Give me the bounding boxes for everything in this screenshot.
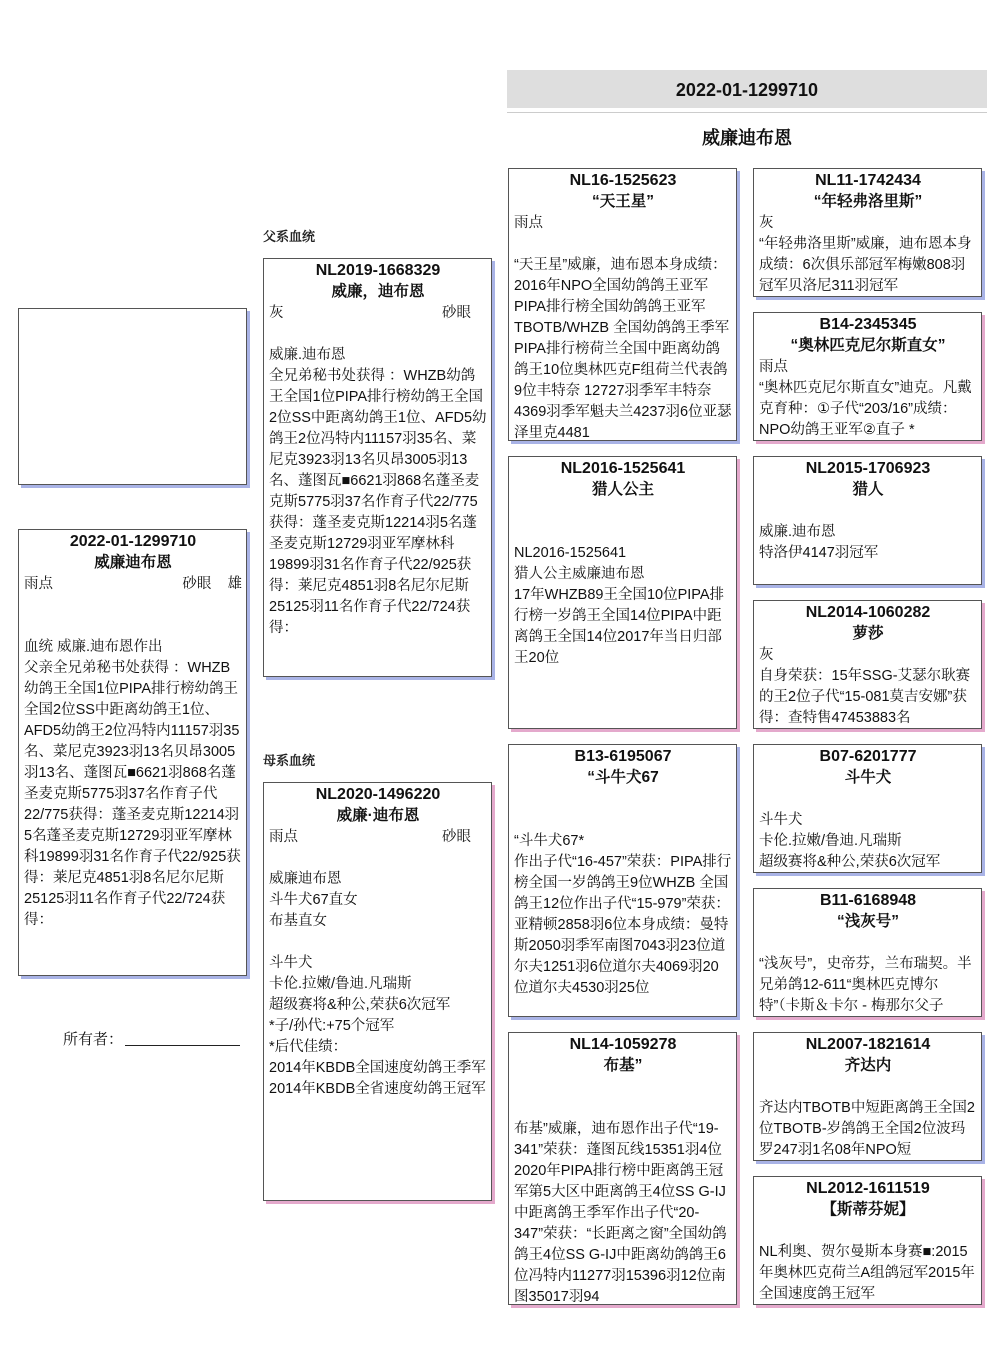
bird-sex: 雄	[227, 576, 242, 592]
sire-color: 灰	[269, 305, 284, 321]
sdd-name: 萝莎	[852, 625, 884, 642]
sire-dam-description: NL2016-1525641 猎人公主威廉迪布恩 17年WHZB89王全国10位PIPA排行榜一岁鸽王全国14位PIPA中距离鸽王全国14位2017年当日归部王20位	[514, 545, 725, 666]
sdd-description: 自身荣获：15年SSG-艾瑟尔耿赛的王2位子代“15-081莫吉安娜”获得：查特售47453883名	[759, 668, 971, 726]
sire-sire-ring: NL16-1525623	[569, 172, 677, 189]
sdd-ring: NL2014-1060282	[805, 604, 931, 621]
bird-ring: 2022-01-1299710	[69, 533, 197, 550]
sds-name: 猎人	[852, 481, 884, 498]
dam-line-label: 母系血统	[263, 753, 316, 768]
ddd-description: NL利奥、贺尔曼斯本身赛■:2015年奥林匹克荷兰A组鸽冠军2015年全国速度鸽王冠军	[759, 1244, 975, 1302]
ddd-card	[753, 1176, 982, 1305]
sire-dam-card	[508, 456, 737, 729]
dss-ring: B07-6201777	[819, 748, 917, 765]
dds-card	[753, 1032, 982, 1161]
dam-color: 雨点	[269, 829, 298, 845]
dss-description: 斗牛犬 卡伦.拉嫩/鲁迪.凡瑞斯 超级赛将&种公,荣获6次冠军	[759, 812, 941, 870]
sire-sire-card	[508, 168, 737, 441]
sire-line-label: 父系血统	[263, 229, 316, 244]
dam-dam-card	[508, 1032, 737, 1305]
sds-description: 威廉.迪布恩 特洛伊4147羽冠军	[759, 524, 879, 561]
photo-frame	[18, 308, 247, 485]
dam-dam-ring: NL14-1059278	[569, 1036, 677, 1053]
sire-dam-name: 猎人公主	[591, 481, 654, 498]
dsd-card	[753, 888, 982, 1017]
dds-description: 齐达内TBOTB中短距离鸽王全国2位TBOTB-岁鸽鸽王全国2位波玛罗247羽1名08年NPO短	[759, 1100, 975, 1158]
sire-sire-description: “天王星”威廉，迪布恩本身成绩：2016年NPO全国幼鸽鸽王亚军PIPA排行榜全国幼鸽鸽王亚军TBOTB/WHZB 全国幼鸽鸽王季军PIPA排行榜荷兰全国中距离幼鸽鸽王10位奥林匹克F组荷兰代表鸽9位丰特奈 12727羽季军丰特奈4369羽季军魁夫兰4237羽6位亚瑟泽里克4481	[514, 257, 732, 441]
bird-description: 血统 威廉.迪布恩作出 父亲全兄弟秘书处获得 ：WHZB幼鸽王全国1位PIPA排行榜幼鸽王全国2位SS中距离幼鸽王1位、AFD5幼鸽王2位冯特内11157羽35名、菜尼克3923羽13名贝昂3005羽13名、蓬图瓦■6621羽868名蓬圣麦克斯5775羽37名作育子代22/775获得：蓬圣麦克斯12214羽5名蓬圣麦克斯12729羽亚军摩林科19899羽31名作育子代22/925获得：莱尼克4851羽8名尼尔尼斯25125羽11名作育子代22/724获得：	[24, 639, 241, 928]
sds-ring: NL2015-1706923	[805, 460, 931, 477]
ssd-name: “奥林匹克尼尔斯直女”	[790, 337, 946, 354]
dam-sire-card	[508, 744, 737, 1017]
sire-ring: NL2019-1668329	[315, 262, 441, 279]
dam-dam-name: 布基”	[603, 1057, 643, 1074]
pedigree-ring-header: 2022-01-1299710	[507, 70, 987, 108]
bird-card	[18, 529, 247, 976]
owner-field	[63, 1028, 240, 1049]
bird-color: 雨点	[24, 576, 53, 592]
ddd-ring: NL2012-1611519	[806, 1180, 930, 1197]
sire-sire-name: “天王星”	[591, 193, 654, 210]
sdd-card	[753, 600, 982, 729]
dam-sire-name: “斗牛犬67	[587, 769, 659, 786]
sss-card	[753, 168, 982, 297]
ssd-card	[753, 312, 982, 441]
dam-eye: 砂眼	[442, 829, 471, 845]
bird-name: 威廉迪布恩	[94, 554, 172, 571]
dss-name: 斗牛犬	[844, 769, 892, 786]
owner-label: 所有者：	[63, 1031, 124, 1048]
dsd-name: “浅灰号”	[836, 913, 899, 930]
ssd-description: “奥林匹克尼尔斯直女”迪克。凡戴克育种：①子代“203/16”成绩：NPO幼鸽王亚军②直子 *	[759, 380, 972, 438]
dam-sire-ring: B13-6195067	[574, 748, 672, 765]
dam-dam-description: 布基”威廉，迪布恩作出子代“19-341”荣获：蓬图瓦线15351羽4位2020年PIPA排行榜中距离鸽王冠军第5大区中距离鸽王4位SS G-IJ中距离鸽王季军作出子代“20-347”荣获：“长距离之窗”全国幼鸽鸽王4位SS G-IJ中距离幼鸽鸽王6位冯特内11277羽15396羽12位南图35017羽94	[514, 1121, 727, 1305]
dam-name: 威廉·迪布恩	[336, 807, 420, 824]
ssd-ring: B14-2345345	[819, 316, 917, 333]
sss-color: 灰	[759, 215, 774, 231]
dds-ring: NL2007-1821614	[805, 1036, 931, 1053]
sire-name: 威廉，迪布恩	[331, 283, 425, 300]
dss-card	[753, 744, 982, 873]
dsd-description: “浅灰号”，史帝芬，兰布瑞契。半兄弟鸽12-611“奥林匹克博尔特”（卡斯＆卡尔 - 梅那尔父子	[759, 956, 972, 1014]
sss-name: “年轻弗洛里斯”	[813, 193, 923, 210]
dam-sire-description: “斗牛犬67* 作出子代“16-457”荣获：PIPA排行榜全国一岁鸽鸽王9位WHZB 全国鸽王12位作出子代“15-979”荣获：亚精顿2858羽6位本身成绩：曼特斯2050羽季军南图7043羽23位道尔夫1251羽6位道尔夫4069羽20位道尔夫4530羽25位	[514, 833, 732, 996]
sdd-color: 灰	[759, 647, 774, 663]
sss-ring: NL11-1742434	[815, 172, 921, 189]
dam-card	[263, 782, 492, 1201]
sire-sire-color: 雨点	[514, 215, 543, 231]
dds-name: 齐达内	[844, 1057, 892, 1074]
sire-dam-ring: NL2016-1525641	[560, 460, 686, 477]
sds-card	[753, 456, 982, 585]
ddd-name: 【斯蒂芬妮】	[821, 1201, 915, 1218]
sire-card	[263, 258, 492, 677]
sire-description: 威廉.迪布恩 全兄弟秘书处获得 ：WHZB幼鸽王全国1位PIPA排行榜幼鸽王全国2位SS中距离幼鸽王1位、AFD5幼鸽王2位冯特内11157羽35名、菜尼克3923羽13名贝昂3005羽13名、蓬图瓦■6621羽868名蓬圣麦克斯5775羽37名作育子代22/775获得：蓬圣麦克斯12214羽5名蓬圣麦克斯12729羽亚军摩林科19899羽31名作育子代22/925获得：莱尼克4851羽8名尼尔尼斯25125羽11名作育子代22/724获得：	[269, 347, 487, 636]
dam-description: 威廉迪布恩 斗牛犬67直女 布基直女 斗牛犬 卡伦.拉嫩/鲁迪.凡瑞斯 超级赛将&种公,荣获6次冠军 *子/孙代:+75个冠军 *后代佳绩： 2014年KBDB全国速度幼鸽王季军 2014年KBDB全省速度幼鸽王冠军	[269, 871, 486, 1097]
sss-description: “年轻弗洛里斯”威廉，迪布恩本身成绩：6次俱乐部冠军梅嫩808羽冠军贝洛尼311羽冠军	[759, 236, 972, 294]
dam-ring: NL2020-1496220	[315, 786, 441, 803]
pedigree-name-header: 威廉迪布恩	[702, 128, 792, 148]
ssd-color: 雨点	[759, 359, 788, 375]
header-divider	[507, 112, 987, 113]
dsd-ring: B11-6168948	[819, 892, 917, 909]
sire-eye: 砂眼	[442, 305, 471, 321]
owner-line[interactable]	[125, 1045, 240, 1046]
bird-eye: 砂眼	[182, 576, 212, 592]
